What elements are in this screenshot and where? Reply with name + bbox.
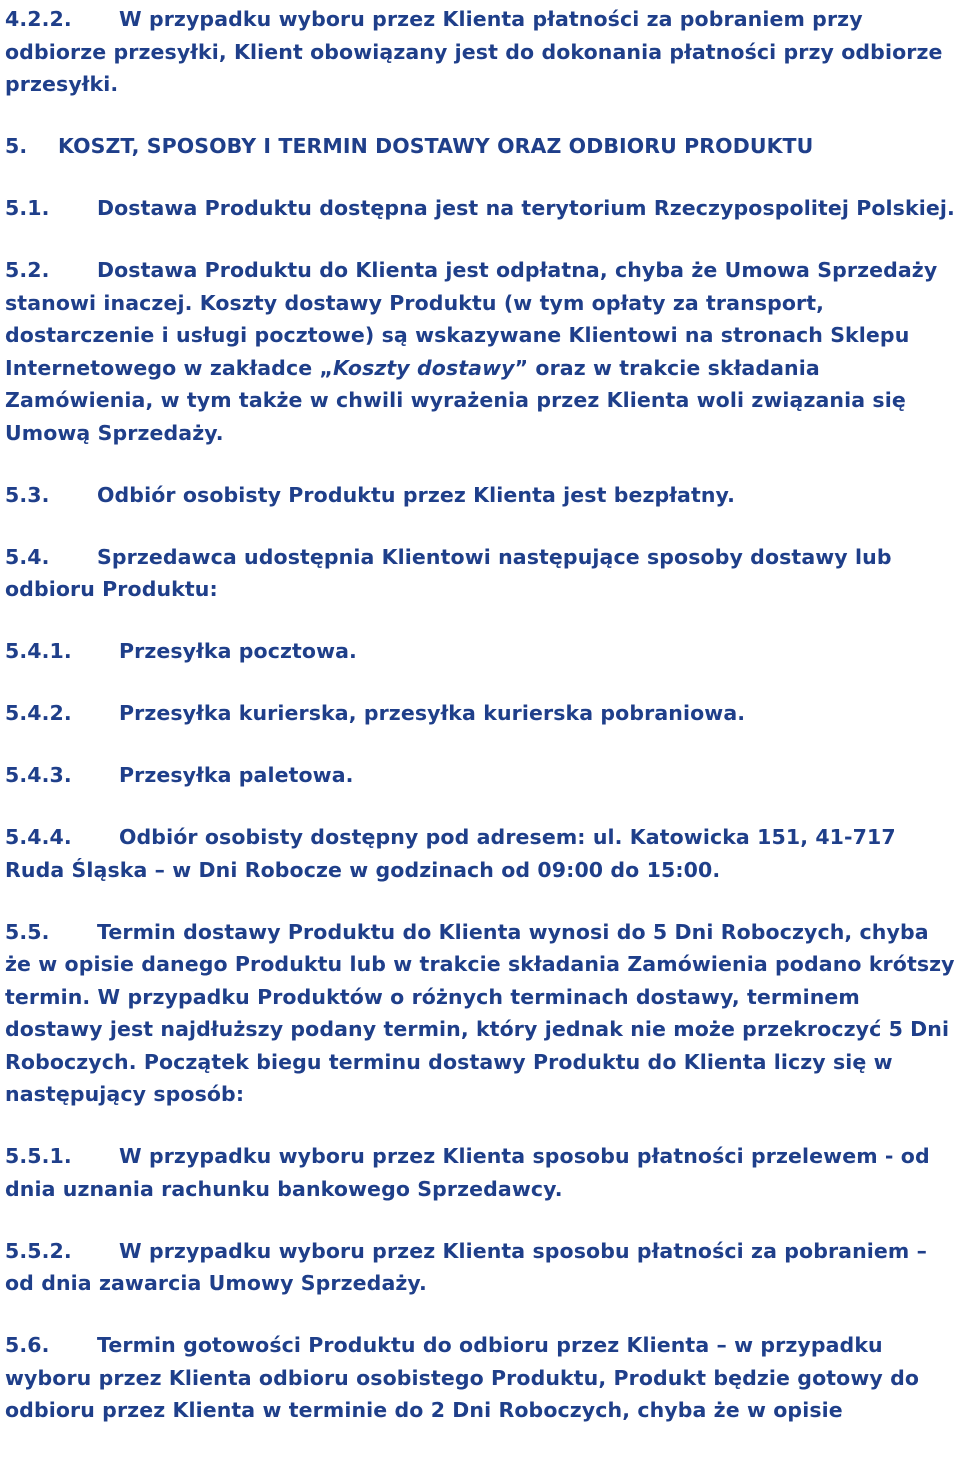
delivery-costs-tab-name: Koszty dostawy: [333, 355, 515, 380]
paragraph-text: W przypadku wyboru przez Klienta płatności za pobraniem przy odbiorze przesyłki, Klient obowiązany jest do dokonania płatności przy odbiorze przesyłki.: [5, 7, 943, 96]
paragraph-text: Odbiór osobisty dostępny pod adresem: ul. Katowicka 151, 41-717 Ruda Śląska – w Dni Robocze w godzinach od 09:00 do 15:00.: [5, 825, 896, 882]
paragraph-number: 5.4.4.: [5, 825, 72, 849]
paragraph-5-4-1: [5, 635, 957, 668]
paragraph-number: 5.6.: [5, 1333, 50, 1357]
paragraph-number: 5.5.2.: [5, 1238, 72, 1263]
paragraph-text-start: Dostawa Produktu do Klienta jest odpłatna, chyba że Umowa Sprzedaży stanowi inaczej. Koszty dostawy Produktu (w tym opłaty za transport, dostarczenie i usługi pocztowe) są wskazywane Klientowi na stronach Sklepu Internetowego w zakładce „: [5, 258, 938, 380]
paragraph-number: 5.5.: [5, 919, 50, 944]
paragraph-text: W przypadku wyboru przez Klienta sposobu płatności przelewem - od dnia uznania rachunku bankowego Sprzedawcy.: [5, 1144, 930, 1201]
paragraph-number: 5.4.2.: [5, 701, 72, 725]
paragraph-text: Przesyłka paletowa.: [119, 763, 354, 787]
paragraph-text: Przesyłka kurierska, przesyłka kurierska pobraniowa.: [119, 701, 746, 725]
section-title: KOSZT, SPOSOBY I TERMIN DOSTAWY ORAZ ODBIORU PRODUKTU: [58, 134, 814, 158]
paragraph-5-5: [5, 916, 957, 1111]
regulations-document: [5, 3, 957, 1427]
paragraph-text-end: ” oraz w trakcie składania Zamówienia, w tym także w chwili wyrażenia przez Klienta woli związania się Umową Sprzedaży.: [5, 355, 906, 445]
paragraph-5-4-4: [5, 821, 957, 886]
paragraph-5-3: [5, 479, 957, 512]
paragraph-5-6: [5, 1329, 957, 1427]
paragraph-number: 5.5.1.: [5, 1144, 72, 1168]
paragraph-text: W przypadku wyboru przez Klienta sposobu płatności za pobraniem – od dnia zawarcia Umowy Sprzedaży.: [5, 1238, 927, 1295]
paragraph-number: 5.1.: [5, 196, 50, 220]
paragraph-number: 5.4.3.: [5, 763, 72, 787]
paragraph-text: Dostawa Produktu dostępna jest na terytorium Rzeczypospolitej Polskiej.: [97, 196, 955, 220]
paragraph-number: 5.4.1.: [5, 639, 72, 663]
paragraph-5-1: [5, 192, 957, 225]
paragraph-5-5-2: [5, 1235, 957, 1300]
paragraph-number: 5.2.: [5, 258, 50, 282]
paragraph-text: Odbiór osobisty Produktu przez Klienta jest bezpłatny.: [97, 482, 736, 507]
paragraph-5-4: [5, 541, 957, 606]
paragraph-text: Sprzedawca udostępnia Klientowi następujące sposoby dostawy lub odbioru Produktu:: [5, 544, 892, 601]
paragraph-4-2-2: [5, 3, 957, 101]
paragraph-number: 5.: [5, 134, 28, 158]
section-5-heading: [5, 130, 957, 163]
paragraph-text: Termin dostawy Produktu do Klienta wynosi do 5 Dni Roboczych, chyba że w opisie danego Produktu lub w trakcie składania Zamówienia podano krótszy termin. W przypadku Produktów o różnych terminach dostawy, terminem dostawy jest najdłuższy podany termin, który jednak nie może przekroczyć 5 Dni Roboczych. Początek biegu terminu dostawy Produktu do Klienta liczy się w następujący sposób:: [5, 919, 955, 1106]
paragraph-5-5-1: [5, 1140, 957, 1205]
paragraph-5-2: [5, 254, 957, 449]
paragraph-5-4-3: [5, 759, 957, 792]
paragraph-number: 4.2.2.: [5, 7, 72, 31]
paragraph-text: Termin gotowości Produktu do odbioru przez Klienta – w przypadku wyboru przez Klienta odbioru osobistego Produktu, Produkt będzie gotowy do odbioru przez Klienta w terminie do 2 Dni Roboczych, chyba że w opisie: [5, 1333, 920, 1422]
paragraph-number: 5.4.: [5, 544, 50, 569]
paragraph-number: 5.3.: [5, 482, 50, 507]
paragraph-text: Przesyłka pocztowa.: [119, 639, 357, 663]
paragraph-5-4-2: [5, 697, 957, 730]
